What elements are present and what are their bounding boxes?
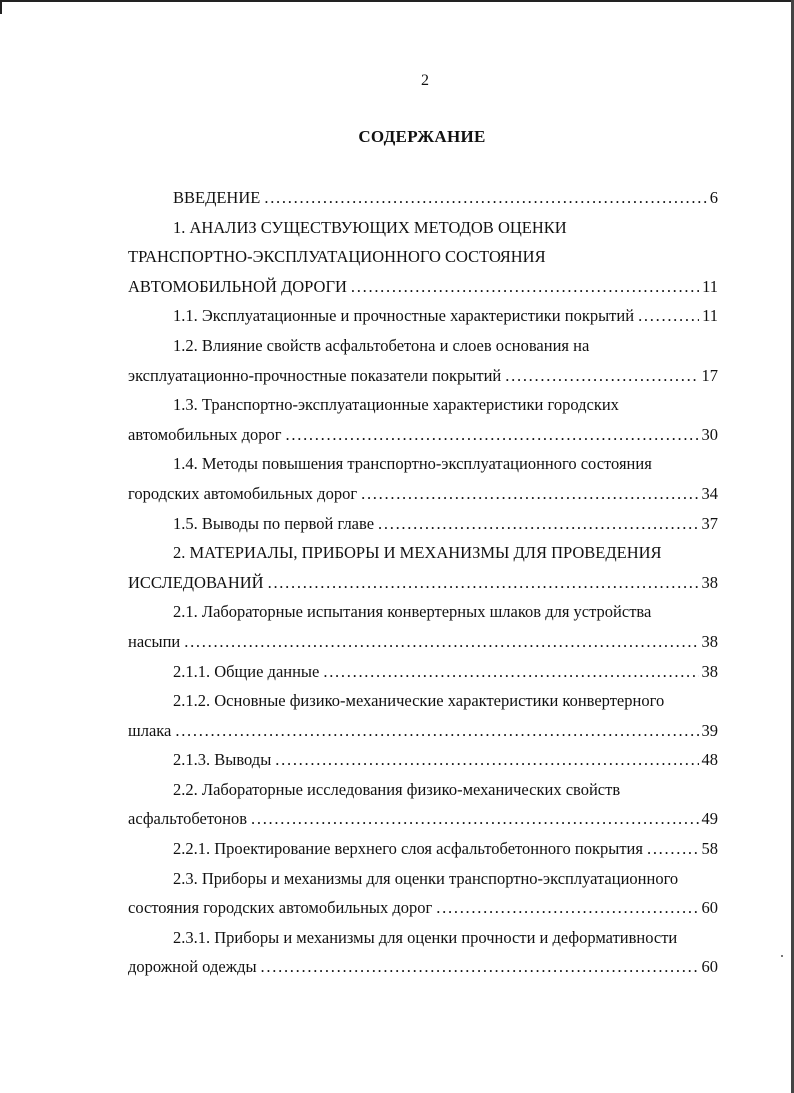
toc-chapter-1-line2[interactable]: ТРАНСПОРТНО-ЭКСПЛУАТАЦИОННОГО СОСТОЯНИЯ — [128, 247, 546, 267]
scan-edge-left — [0, 0, 2, 14]
toc-entry-chapter-1[interactable] — [128, 272, 718, 302]
toc-entry-2-3-line1[interactable]: 2.3. Приборы и механизмы для оценки транспортно-эксплуатационного — [173, 868, 679, 888]
leader-dots — [378, 509, 698, 539]
toc-entry-2-3-1-line1[interactable]: 2.3.1. Приборы и механизмы для оценки прочности и деформативности — [173, 927, 678, 947]
leader-dots — [436, 893, 698, 923]
toc-page-number: 37 — [701, 513, 718, 533]
toc-chapter-2-line1[interactable]: 2. МАТЕРИАЛЫ, ПРИБОРЫ И МЕХАНИЗМЫ ДЛЯ ПРОВЕДЕНИЯ — [173, 543, 662, 563]
toc-entry-1-3[interactable] — [128, 420, 718, 450]
toc-entry-2-1-1[interactable] — [128, 657, 718, 687]
scan-speck — [781, 955, 783, 957]
leader-dots — [275, 745, 698, 775]
toc-entry-2-2[interactable] — [128, 804, 718, 834]
toc-entry-2-1[interactable] — [128, 627, 718, 657]
toc-entry-label: состояния городских автомобильных дорог — [128, 898, 433, 918]
toc-entry-label: насыпи — [128, 631, 181, 651]
toc-entry-intro[interactable] — [128, 183, 718, 213]
table-of-contents — [128, 183, 718, 982]
toc-entry-1-4[interactable] — [128, 479, 718, 509]
toc-entry-2-1-3[interactable] — [128, 745, 718, 775]
toc-page-number: 49 — [701, 809, 718, 829]
toc-entry-2-3[interactable] — [128, 893, 718, 923]
toc-entry-1-1[interactable] — [128, 301, 718, 331]
leader-dots — [351, 272, 699, 302]
toc-entry-label: асфальтобетонов — [128, 809, 247, 829]
leader-dots — [261, 952, 699, 982]
toc-page-number: 60 — [701, 957, 718, 977]
toc-entry-2-2-1[interactable] — [128, 834, 718, 864]
leader-dots — [505, 361, 698, 391]
page-number: 2 — [421, 72, 429, 89]
toc-entry-label: 1.1. Эксплуатационные и прочностные характеристики покрытий — [173, 306, 635, 326]
toc-entry-1-4-line1[interactable]: 1.4. Методы повышения транспортно-эксплуатационного состояния — [173, 454, 652, 474]
toc-page-number: 30 — [701, 424, 718, 444]
toc-entry-label: 2.2.1. Проектирование верхнего слоя асфальтобетонного покрытия — [173, 839, 643, 859]
scan-edge-top — [0, 0, 794, 2]
toc-entry-label: АВТОМОБИЛЬНОЙ ДОРОГИ — [128, 276, 347, 296]
leader-dots — [268, 568, 699, 598]
toc-entry-1-3-line1[interactable]: 1.3. Транспортно-эксплуатационные характеристики городских — [173, 395, 619, 415]
toc-entry-2-3-1[interactable] — [128, 952, 718, 982]
toc-entry-label: ИССЛЕДОВАНИЙ — [128, 572, 264, 592]
leader-dots — [184, 627, 698, 657]
toc-entry-label: городских автомобильных дорог — [128, 483, 358, 503]
toc-entry-chapter-2[interactable] — [128, 568, 718, 598]
toc-page-number: 58 — [701, 839, 718, 859]
leader-dots — [264, 183, 706, 213]
toc-entry-2-2-line1[interactable]: 2.2. Лабораторные исследования физико-механических свойств — [173, 779, 621, 799]
toc-page-number: 6 — [709, 188, 718, 207]
toc-page-number: 38 — [701, 572, 718, 592]
toc-entry-label: шлака — [128, 720, 172, 740]
toc-entry-label: дорожной одежды — [128, 957, 257, 977]
toc-page-number: 48 — [701, 750, 718, 770]
toc-page-number: 17 — [701, 365, 718, 385]
toc-entry-label: 2.1.1. Общие данные — [173, 661, 320, 681]
toc-entry-label: 2.1.3. Выводы — [173, 750, 272, 770]
page-title: СОДЕРЖАНИЕ — [358, 127, 486, 146]
leader-dots — [638, 301, 699, 331]
leader-dots — [175, 716, 698, 746]
toc-entry-1-5[interactable] — [128, 509, 718, 539]
toc-entry-2-1-2[interactable] — [128, 716, 718, 746]
leader-dots — [286, 420, 699, 450]
toc-page-number: 11 — [702, 276, 718, 296]
leader-dots — [361, 479, 698, 509]
toc-page-number: 60 — [701, 898, 718, 918]
toc-entry-label: 1.5. Выводы по первой главе — [173, 513, 375, 533]
toc-entry-1-2[interactable] — [128, 361, 718, 391]
toc-entry-label: эксплуатационно-прочностные показатели покрытий — [128, 365, 502, 385]
toc-entry-label: автомобильных дорог — [128, 424, 282, 444]
leader-dots — [251, 804, 699, 834]
toc-entry-label: ВВЕДЕНИЕ — [173, 188, 261, 207]
toc-entry-2-1-2-line1[interactable]: 2.1.2. Основные физико-механические характеристики конвертерного — [173, 691, 665, 711]
leader-dots — [323, 657, 698, 687]
toc-page-number: 34 — [701, 483, 718, 503]
toc-page-number: 39 — [701, 720, 718, 740]
toc-page-number: 38 — [701, 631, 718, 651]
toc-chapter-1-line1[interactable]: 1. АНАЛИЗ СУЩЕСТВУЮЩИХ МЕТОДОВ ОЦЕНКИ — [173, 217, 567, 237]
leader-dots — [647, 834, 699, 864]
toc-entry-1-2-line1[interactable]: 1.2. Влияние свойств асфальтобетона и слоев основания на — [173, 335, 590, 355]
toc-entry-2-1-line1[interactable]: 2.1. Лабораторные испытания конвертерных шлаков для устройства — [173, 602, 652, 622]
toc-page-number: 11 — [702, 306, 718, 326]
toc-page-number: 38 — [701, 661, 718, 681]
